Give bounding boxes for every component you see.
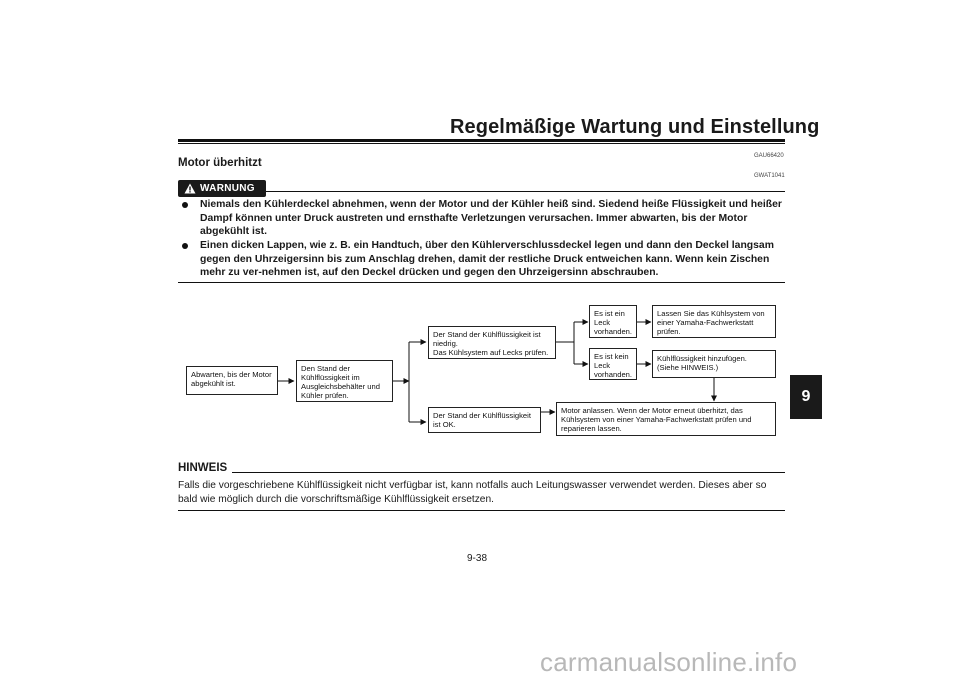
- flow-box-dealer-check: Lassen Sie das Kühlsystem von einer Yamaha-Fachwerkstatt prüfen.: [652, 305, 776, 338]
- flow-box-level-ok: Der Stand der Kühlflüssigkeit ist OK.: [428, 407, 541, 433]
- watermark: carmanualsonline.info: [540, 647, 798, 677]
- flow-box-wait: Abwarten, bis der Motor abgekühlt ist.: [186, 366, 278, 395]
- note-rule: [232, 472, 785, 473]
- section-code: GAU66420: [754, 153, 784, 159]
- note-end-rule: [178, 510, 785, 511]
- page-number: 9-38: [467, 553, 488, 564]
- page-header-title: Regelmäßige Wartung und Einstellung: [450, 116, 820, 138]
- chapter-tab: 9: [790, 375, 822, 419]
- flow-box-check: Den Stand der Kühlflüssigkeit im Ausgleichsbehälter und Kühler prüfen.: [296, 360, 393, 402]
- flow-box-add-coolant: Kühlflüssigkeit hinzufügen. (Siehe HINWEIS.): [652, 350, 776, 378]
- warning-code: GWAT1041: [754, 173, 785, 179]
- flow-box-level-low: Der Stand der Kühlflüssigkeit ist niedrig. Das Kühlsystem auf Lecks prüfen.: [428, 326, 556, 359]
- note-title: HINWEIS: [178, 462, 228, 474]
- flow-box-leak: Es ist ein Leck vorhanden.: [589, 305, 637, 338]
- warning-item-text: Niemals den Kühlerdeckel abnehmen, wenn der Motor und der Kühler heiß sind. Siedend heiße Flüssigkeit und heißer Dampf können unter Druck austreten und ernsthafte Verletzungen verursachen. Immer abwarten, bis der Motor abgekühlt ist.: [200, 199, 782, 237]
- flow-box-start-engine: Motor anlassen. Wenn der Motor erneut überhitzt, das Kühlsystem von einer Yamaha-Fachwerkstatt prüfen und reparieren lassen.: [556, 402, 776, 436]
- warning-item-text: Einen dicken Lappen, wie z. B. ein Handtuch, über den Kühlerverschlussdeckel legen und dann den Deckel langsam gegen den Uhrzeigersinn bis zum Anschlag drehen, damit der restliche Druck entweichen kann. Wenn kein Zischen mehr zu ver-nehmen ist, auf den Deckel drücken und gegen den Uhrzeigersinn abschrauben.: [200, 240, 774, 278]
- section-title: Motor überhitzt: [178, 157, 262, 169]
- flow-box-no-leak: Es ist kein Leck vorhanden.: [589, 348, 637, 380]
- note-text: Falls die vorgeschriebene Kühlflüssigkeit nicht verfügbar ist, kann notfalls auch Leitungswasser verwendet werden. Dieses aber so bald wie möglich durch die vorschriftsmäßige Kühlflüssigkeit ersetzen.: [178, 480, 767, 505]
- warning-label: WARNUNG: [200, 183, 255, 194]
